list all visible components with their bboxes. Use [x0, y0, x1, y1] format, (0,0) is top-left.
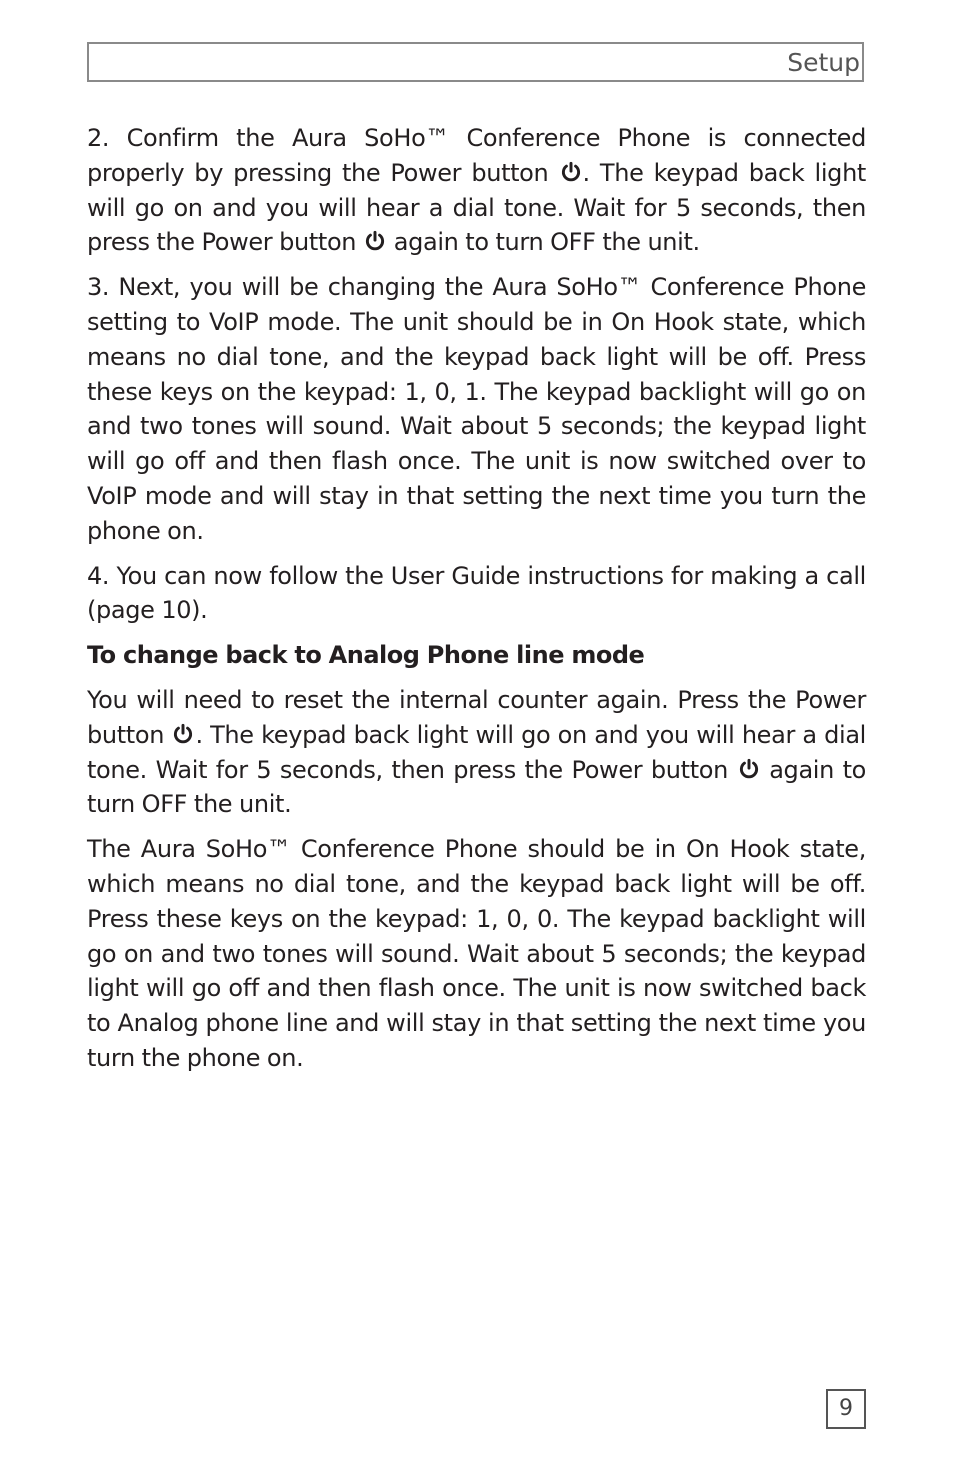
step-2-text-a: 2. Confirm the Aura SoHo™ Conference Phone is connected properly by pressing the Power button [87, 124, 866, 187]
analog-reset-text-c: again to turn OFF the unit. [87, 755, 866, 819]
step-3-paragraph: 3. Next, you will be changing the Aura SoHo™ Conference Phone setting to VoIP mode. The unit should be in On Hook state, which means no dial tone, and the keypad back light will be off. Press these keys on the keypad: 1, 0, 1. The keypad backlight will go on and two tones will sound. Wait about 5 seconds; the keypad light will go off and then flash once. The unit is now switched over to VoIP mode and will stay in that setting the next time you turn the phone on. [87, 273, 866, 545]
analog-reset-text-b: . The keypad back light will go on and you will hear a dial tone. Wait for 5 seconds, then press the Power button [87, 720, 866, 784]
analog-mode-heading: To change back to Analog Phone line mode [87, 641, 645, 670]
step-2-text-c: again to turn OFF the unit. [386, 228, 700, 257]
section-label: Setup [787, 48, 860, 77]
power-icon [560, 161, 582, 183]
step-2-paragraph [87, 121, 866, 260]
analog-reset-paragraph [87, 683, 866, 822]
power-icon [172, 723, 194, 745]
page-number: 9 [826, 1389, 866, 1429]
header-box [87, 42, 864, 82]
power-icon [738, 758, 760, 780]
power-icon [364, 230, 386, 252]
step-2-text-b: . The keypad back light will go on and you will hear a dial tone. Wait for 5 seconds, then press the Power button [87, 158, 866, 257]
page-content [87, 121, 866, 1086]
analog-switch-paragraph: The Aura SoHo™ Conference Phone should be in On Hook state, which means no dial tone, and the keypad back light will be off. Press these keys on the keypad: 1, 0, 0. The keypad backlight will go on and two tones will sound. Wait about 5 seconds; the keypad light will go off and then flash once. The unit is now switched back to Analog phone line and will stay in that setting the next time you turn the phone on. [87, 835, 866, 1072]
analog-reset-text-a: You will need to reset the internal counter again. Press the Power button [87, 685, 866, 749]
step-4-paragraph: 4. You can now follow the User Guide instructions for making a call (page 10). [87, 561, 866, 625]
